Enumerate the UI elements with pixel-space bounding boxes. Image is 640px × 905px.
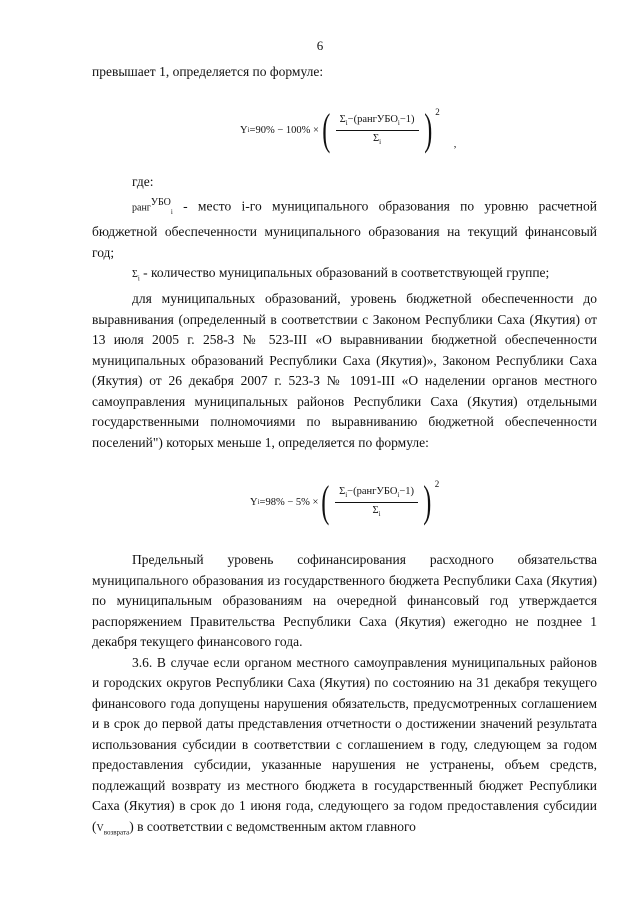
formula2-rhs-prefix: 98% − 5% × bbox=[265, 496, 319, 508]
formula1-fraction bbox=[336, 114, 419, 145]
formula1-rhs-prefix: 90% − 100% × bbox=[255, 124, 319, 136]
formula2-left-paren: ( bbox=[321, 477, 330, 526]
definition-sigma: $\Sigma_i$ - количество муниципальных образований в соответствующей группе; bbox=[132, 265, 550, 283]
formula2-fraction bbox=[335, 486, 418, 517]
paragraph-3-6: 3.6. В случае если органом местного самоуправления муниципальных районов и городских округов Республики Саха (Якутия) по состоянию на 31 декабря текущего финансового года допущены нарушения обязательств, предусмотренных соглашением и в срок до первой даты представления отчетности о достижении значений результата использования субсидии в соответствии с соглашением в году, следующем за годом предоставления субсидии, указанные нарушения не устранены, объем средств, подлежащий возврату из местного бюджета в государственный бюджет Республики Саха (Якутия) в срок до 1 июня года, следующего за годом предоставления субсидии $(V_{возврата})$ в соответствии с ведомственным актом главного bbox=[92, 654, 597, 837]
formula2-denominator: $\Sigma_i$ bbox=[372, 504, 381, 518]
definitions-block bbox=[92, 172, 597, 453]
formula1-power: 2 bbox=[435, 107, 440, 117]
formula1-denominator: $\Sigma_i$ bbox=[373, 132, 382, 146]
vozvrata-sub: возврата bbox=[103, 828, 130, 837]
formula2-numerator: $\Sigma_i-(рангУБО_i-1)$ bbox=[335, 486, 418, 502]
formula2-lhs: Y bbox=[250, 496, 258, 508]
formula2-power: 2 bbox=[434, 479, 440, 489]
definition-rank: ранг$^{УБО}_i$ - место i-го муниципального образования по уровню расчетной бюджетной обеспеченности муниципального образования на текущий финансовый год; bbox=[92, 196, 597, 260]
line-formula-intro: превышает 1, определяется по формуле: bbox=[92, 64, 324, 79]
formula2-lhs-sub: i bbox=[257, 498, 260, 506]
formula2-equals: = bbox=[259, 496, 266, 508]
formula2-right-paren: ) bbox=[423, 477, 432, 526]
formula1-left-paren: ( bbox=[322, 105, 331, 154]
formula-1 bbox=[240, 105, 457, 154]
vozvrata-symbol: V bbox=[96, 822, 104, 834]
intro-line bbox=[92, 62, 597, 83]
formula1-equals: = bbox=[249, 124, 256, 136]
main-text bbox=[92, 550, 597, 843]
formula1-comma: , bbox=[453, 138, 457, 150]
formula1-lhs-sub: i bbox=[247, 126, 250, 134]
paragraph-intro-low: для муниципальных образований, уровень бюджетной обеспеченности до выравнивания (определенный в соответствии с Законом Республики Саха (Якутия) от 13 июля 2005 г. 258-З № 523-III «О выравнивании бюджетной обеспеченности муниципальных образований Республики Саха (Якутия)», Законом Республики Саха (Якутия) от 26 декабря 2007 г. 523-З № 1091-III «О наделении органов местного самоуправления муниципальных районов Республики Саха (Якутия) отдельными государственными полномочиями по выравниванию бюджетной обеспеченности поселений") которых меньше 1, определяется по формуле: bbox=[92, 291, 597, 450]
paragraph-limit: Предельный уровень софинансирования расходного обязательства муниципального образования из государственного бюджета Республики Саха (Якутия) по муниципальным образованиям на очередной финансовый год утверждается распоряжением Правительства Республики Саха (Якутия) ежегодно не позднее 1 декабря текущего финансового года. bbox=[92, 552, 597, 649]
formula1-lhs: Y bbox=[240, 124, 248, 136]
where-label: где: bbox=[132, 174, 154, 189]
formula-2 bbox=[250, 477, 440, 526]
formula1-numerator: $\Sigma_i-(рангУБО_i-1)$ bbox=[336, 114, 419, 130]
formula1-right-paren: ) bbox=[423, 105, 432, 154]
page-number: 6 bbox=[316, 38, 324, 53]
